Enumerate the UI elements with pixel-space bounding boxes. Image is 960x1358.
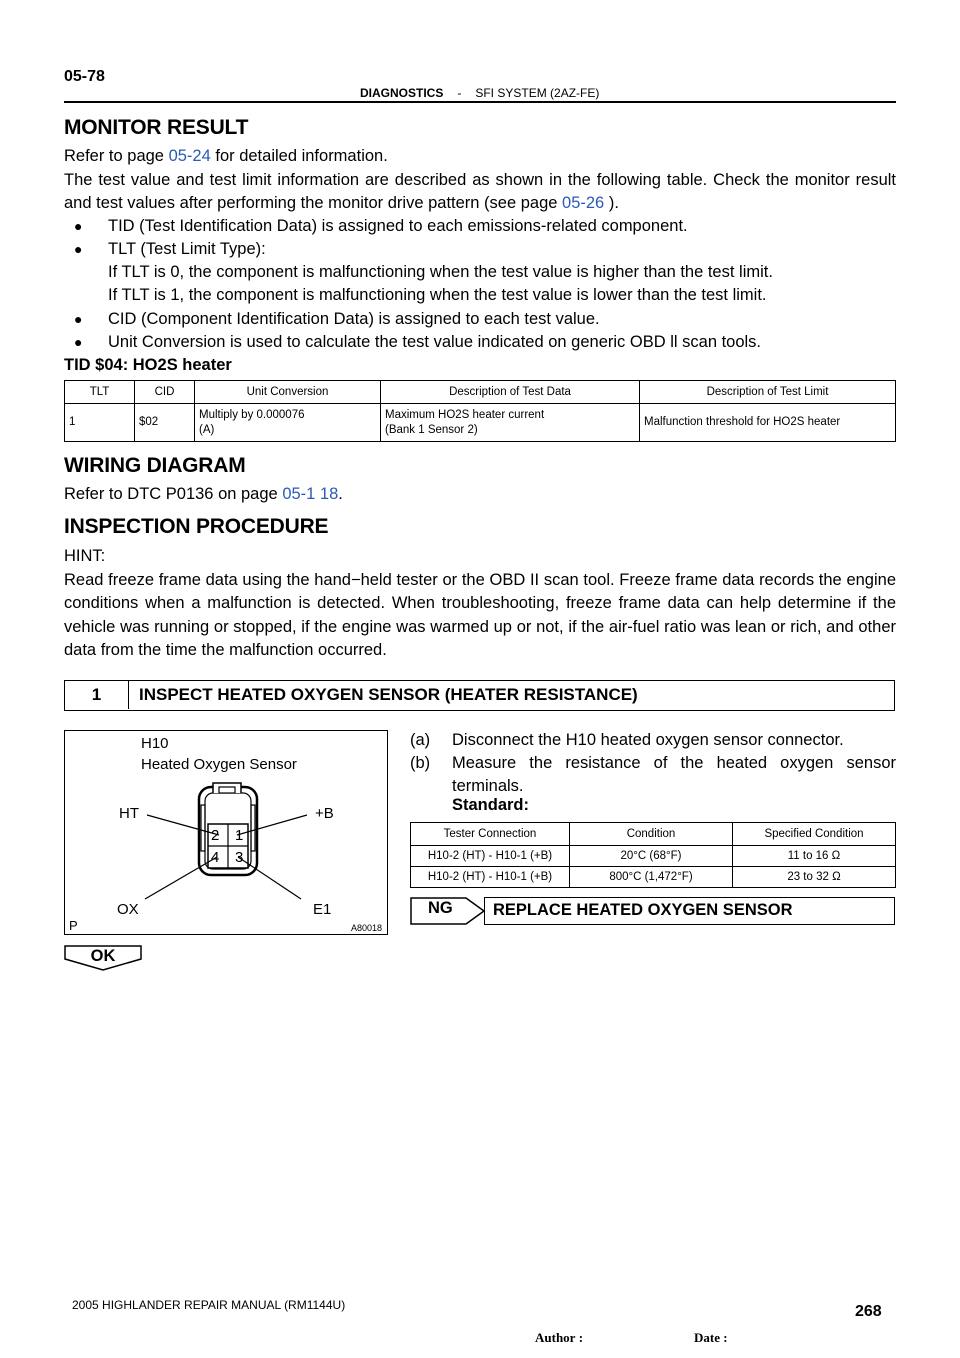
page-link-05-24[interactable]: 05-24 (168, 147, 211, 165)
header-subsection: SFI SYSTEM (2AZ-FE) (475, 86, 600, 100)
th-tlt: TLT (65, 381, 135, 404)
table-header-row (65, 381, 896, 404)
bullet-tid-text: TID (Test Identification Data) is assigned to each emissions-related component. (108, 217, 688, 235)
connector-housing (199, 783, 257, 875)
monitor-paragraph-end: ). (604, 194, 619, 213)
connector-drawing (65, 731, 387, 934)
hint-text: Read freeze frame data using the hand−held tester or the OBD II scan tool. Freeze frame data records the engine conditions when a malfunction is detected. When troubleshooting, freeze frame data can help determine if the vehicle was running or stopped, if the engine was warmed up or not, if the air-fuel ratio was lean or rich, and other data from the time the malfunction occurred. (64, 571, 896, 660)
ng-label: NG (428, 899, 453, 917)
bullet-cid (74, 308, 600, 331)
monitor-paragraph (64, 169, 896, 216)
conv-line-1: Multiply by 0.000076 (199, 408, 305, 421)
date-label: Date : (694, 1330, 728, 1345)
pin-label-b: +B (315, 805, 334, 822)
wiring-refer-prefix: Refer to DTC P0136 on page (64, 485, 278, 503)
wiring-refer-suffix: . (338, 485, 343, 503)
page-number: 268 (855, 1303, 882, 1320)
bullet-icon: ● (74, 241, 83, 257)
pin-1: 1 (235, 827, 244, 844)
substep-b-text: Measure the resistance of the heated oxygen sensor terminals. (452, 754, 896, 796)
th-test-limit: Description of Test Limit (640, 381, 896, 404)
cell-test-data (381, 404, 640, 442)
manual-footer: 2005 HIGHLANDER REPAIR MANUAL (RM1144U) (72, 1298, 346, 1312)
header-separator: - (457, 86, 462, 100)
table-row (411, 846, 896, 867)
monitor-result-title: MONITOR RESULT (64, 116, 249, 139)
cell-test-limit: Malfunction threshold for HO2S heater (640, 404, 896, 442)
cell-connection: H10-2 (HT) - H10-1 (+B) (411, 867, 570, 888)
cell-unit-conversion (195, 404, 381, 442)
th-tester-connection: Tester Connection (411, 823, 570, 846)
cell-connection: H10-2 (HT) - H10-1 (+B) (411, 846, 570, 867)
bullet-icon: ● (74, 218, 83, 234)
substep-b (410, 752, 896, 800)
tid-table (64, 380, 896, 442)
bullet-tid (74, 215, 688, 238)
page-code: 05-78 (64, 68, 105, 85)
monitor-refer (64, 145, 896, 168)
wiring-diagram-title: WIRING DIAGRAM (64, 454, 246, 477)
leader-lines (145, 815, 307, 899)
bullet-tlt-text: TLT (Test Limit Type): (108, 240, 266, 258)
bullet-icon: ● (74, 311, 83, 327)
tlt-one-text: If TLT is 1, the component is malfunctioning when the test value is lower than the test limit. (108, 286, 767, 304)
step-title: INSPECT HEATED OXYGEN SENSOR (HEATER RESISTANCE) (139, 685, 638, 704)
conv-line-2: (A) (199, 423, 215, 436)
pin-label-e1: E1 (313, 901, 332, 918)
monitor-refer-suffix: for detailed information. (210, 147, 388, 165)
table-row (411, 867, 896, 888)
monitor-paragraph-text: The test value and test limit information are described as shown in the following table. Check the monitor result and test values after performing the monitor drive pattern (see page (64, 171, 896, 213)
table-header-row (411, 823, 896, 846)
ok-label: OK (90, 947, 116, 965)
standard-label: Standard: (452, 796, 530, 814)
tid-heading: TID $04: HO2S heater (64, 356, 232, 374)
th-unit-conversion: Unit Conversion (195, 381, 381, 404)
data-line-1: Maximum HO2S heater current (385, 408, 545, 421)
pin-2: 2 (211, 827, 220, 844)
substep-a-label: (a) (410, 731, 431, 749)
cell-tlt: 1 (65, 404, 135, 442)
data-line-2: (Bank 1 Sensor 2) (385, 423, 478, 436)
step-1-box (64, 680, 895, 711)
author-label: Author : (535, 1330, 584, 1345)
connector-name: Heated Oxygen Sensor (141, 756, 297, 773)
ng-action: REPLACE HEATED OXYGEN SENSOR (484, 897, 895, 925)
connector-code: H10 (141, 735, 169, 752)
page-link-05-26[interactable]: 05-26 (562, 194, 605, 213)
figure-id: A80018 (351, 923, 383, 933)
bullet-icon: ● (74, 334, 83, 350)
pin-label-ht: HT (119, 805, 139, 822)
bullet-unit-text: Unit Conversion is used to calculate the test value indicated on generic OBD ll scan tools. (108, 333, 762, 351)
pin-3: 3 (235, 849, 244, 866)
cell-spec: 11 to 16 Ω (733, 846, 896, 867)
bullet-tlt (74, 238, 266, 261)
table-row (65, 404, 896, 442)
cell-cid: $02 (135, 404, 195, 442)
figure-corner-mark: P (69, 918, 78, 933)
tlt-zero-text: If TLT is 0, the component is malfunctioning when the test value is higher than the test limit. (108, 263, 773, 281)
wiring-refer (64, 483, 896, 506)
th-cid: CID (135, 381, 195, 404)
pin-label-ox: OX (117, 901, 139, 918)
standard-table (410, 822, 896, 888)
bullet-unit (74, 331, 761, 354)
th-specified-condition: Specified Condition (733, 823, 896, 846)
header-rule (64, 101, 896, 103)
cell-condition: 800°C (1,472°F) (570, 867, 733, 888)
th-condition: Condition (570, 823, 733, 846)
cell-spec: 23 to 32 Ω (733, 867, 896, 888)
pin-4: 4 (211, 849, 220, 866)
step-number: 1 (65, 681, 129, 709)
ng-result (410, 897, 896, 925)
inspection-procedure-title: INSPECTION PROCEDURE (64, 515, 329, 538)
hint-label: HINT: (64, 547, 106, 565)
running-header (360, 86, 599, 100)
cell-condition: 20°C (68°F) (570, 846, 733, 867)
th-test-data: Description of Test Data (381, 381, 640, 404)
substep-a (410, 729, 896, 753)
monitor-refer-prefix: Refer to page (64, 147, 164, 165)
connector-figure (64, 730, 388, 935)
ok-result (64, 945, 142, 971)
page-link-05-118[interactable]: 05-1 18 (282, 485, 339, 503)
substep-b-label: (b) (410, 754, 431, 772)
header-section: DIAGNOSTICS (360, 86, 444, 100)
substep-a-text: Disconnect the H10 heated oxygen sensor connector. (452, 731, 844, 749)
bullet-cid-text: CID (Component Identification Data) is assigned to each test value. (108, 310, 600, 328)
